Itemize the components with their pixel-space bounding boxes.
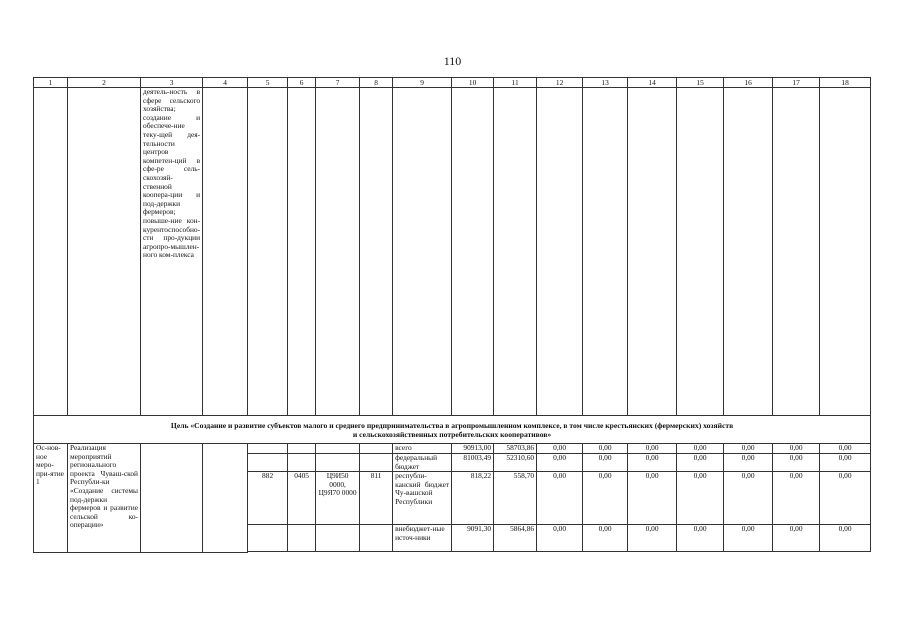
cell: [316, 525, 360, 552]
col-number: 2: [68, 78, 141, 88]
value: 0,00: [773, 472, 820, 525]
goal-heading: [34, 416, 871, 444]
page-number: 110: [443, 54, 462, 68]
cell: [316, 454, 360, 472]
goal-row: [34, 416, 871, 444]
cell: [452, 88, 494, 416]
continuation-row: [34, 88, 871, 416]
cell: [773, 88, 820, 416]
cell: [288, 525, 316, 552]
value: 0,00: [677, 444, 724, 454]
col-number: 6: [288, 78, 316, 88]
value: 0,00: [724, 454, 773, 472]
value: 0,00: [677, 454, 724, 472]
value: 58703,86: [494, 444, 537, 454]
cell: [820, 88, 871, 416]
value: 0,00: [537, 472, 583, 525]
cell: [203, 444, 248, 553]
cell: [68, 88, 141, 416]
cell: [360, 88, 393, 416]
cell: [248, 444, 288, 454]
col-number: 10: [452, 78, 494, 88]
goal-line-2: и сельскохозяйственных потребительских кооперативов»: [352, 429, 552, 439]
col-number: 15: [677, 78, 724, 88]
value: 0,00: [773, 525, 820, 552]
cell: [288, 444, 316, 454]
value: 0,00: [820, 472, 871, 525]
cell: [360, 444, 393, 454]
value: 0,00: [677, 525, 724, 552]
cell: [360, 525, 393, 552]
column-number-row: [34, 78, 871, 88]
cell: [203, 88, 248, 416]
value: 0,00: [820, 525, 871, 552]
section-code: 0405: [288, 472, 316, 525]
value: 0,00: [773, 444, 820, 454]
cell: [537, 88, 583, 416]
col-number: 12: [537, 78, 583, 88]
value: 0,00: [724, 472, 773, 525]
value: 9091,30: [452, 525, 494, 552]
col-number: 4: [203, 78, 248, 88]
cell: [316, 444, 360, 454]
value: 90913,00: [452, 444, 494, 454]
value: 0,00: [628, 444, 677, 454]
value: 81003,49: [452, 454, 494, 472]
target-article-code: Ц9И50 0000, Ц9Я70 0000: [316, 472, 360, 525]
col-number: 7: [316, 78, 360, 88]
cell: [393, 88, 452, 416]
cell: [248, 454, 288, 472]
col-number: 14: [628, 78, 677, 88]
value: 0,00: [583, 444, 628, 454]
funding-source: республи-канский бюджет Чу-вашской Республики: [393, 472, 452, 525]
cell: [288, 88, 316, 416]
value: 0,00: [677, 472, 724, 525]
cell: [288, 454, 316, 472]
spacer: [248, 552, 871, 553]
cell: [628, 88, 677, 416]
cell: [248, 525, 288, 552]
cell: [316, 88, 360, 416]
col-number: 1: [34, 78, 68, 88]
cell: [677, 88, 724, 416]
cell: [360, 454, 393, 472]
col-number: 17: [773, 78, 820, 88]
value: 52310,60: [494, 454, 537, 472]
value: 0,00: [583, 454, 628, 472]
value: 0,00: [628, 454, 677, 472]
value: 0,00: [537, 444, 583, 454]
value: 0,00: [628, 472, 677, 525]
event-title: Реализация мероприятий регионального проекта Чуваш-ской Республи-ки «Создание системы под-держки фермеров и развитие сельской ко-операции»: [68, 444, 141, 553]
cell: [494, 88, 537, 416]
value: 818,22: [452, 472, 494, 525]
ministry-code: 882: [248, 472, 288, 525]
col-number: 11: [494, 78, 537, 88]
col-number: 9: [393, 78, 452, 88]
funding-source: внебюджет-ные источ-ники: [393, 525, 452, 552]
col-number: 18: [820, 78, 871, 88]
cell: [583, 88, 628, 416]
objective-text: деятель-ность в сфере сельского хозяйства; создание и обеспече-ние теку-щей дея-тельности центров компетен-ций в сфе-ре сель-скохозяй-ственной коопера-ции и под-держки фермеров; повыше-ние кон-курентоспособно-сти про-дукции агропро-мышлен-ного ком-плекса: [141, 88, 203, 416]
value: 0,00: [820, 444, 871, 454]
cell: [34, 88, 68, 416]
col-number: 16: [724, 78, 773, 88]
value: 0,00: [537, 454, 583, 472]
value: 0,00: [628, 525, 677, 552]
funding-source: всего: [393, 444, 452, 454]
goal-line-1: Цель «Создание и развитие субъектов малого и среднего предпринимательства в агропромышленном комплексе, в том числе крестьянских (фермерских) хозяйств: [170, 420, 734, 430]
value: 0,00: [773, 454, 820, 472]
col-number: 5: [248, 78, 288, 88]
value: 0,00: [724, 525, 773, 552]
cell: [141, 444, 203, 553]
value: 0,00: [583, 525, 628, 552]
cell: [724, 88, 773, 416]
col-number: 8: [360, 78, 393, 88]
budget-table: [33, 77, 871, 553]
value: 0,00: [820, 454, 871, 472]
funding-source: федеральный бюджет: [393, 454, 452, 472]
col-number: 13: [583, 78, 628, 88]
value: 5864,86: [494, 525, 537, 552]
value: 0,00: [583, 472, 628, 525]
value: 558,70: [494, 472, 537, 525]
col-number: 3: [141, 78, 203, 88]
table-row: [34, 444, 871, 454]
cell: [248, 88, 288, 416]
expense-type-code: 811: [360, 472, 393, 525]
event-type: Ос-нов-ное меро-при-ятие 1: [34, 444, 68, 553]
value: 0,00: [724, 444, 773, 454]
value: 0,00: [537, 525, 583, 552]
